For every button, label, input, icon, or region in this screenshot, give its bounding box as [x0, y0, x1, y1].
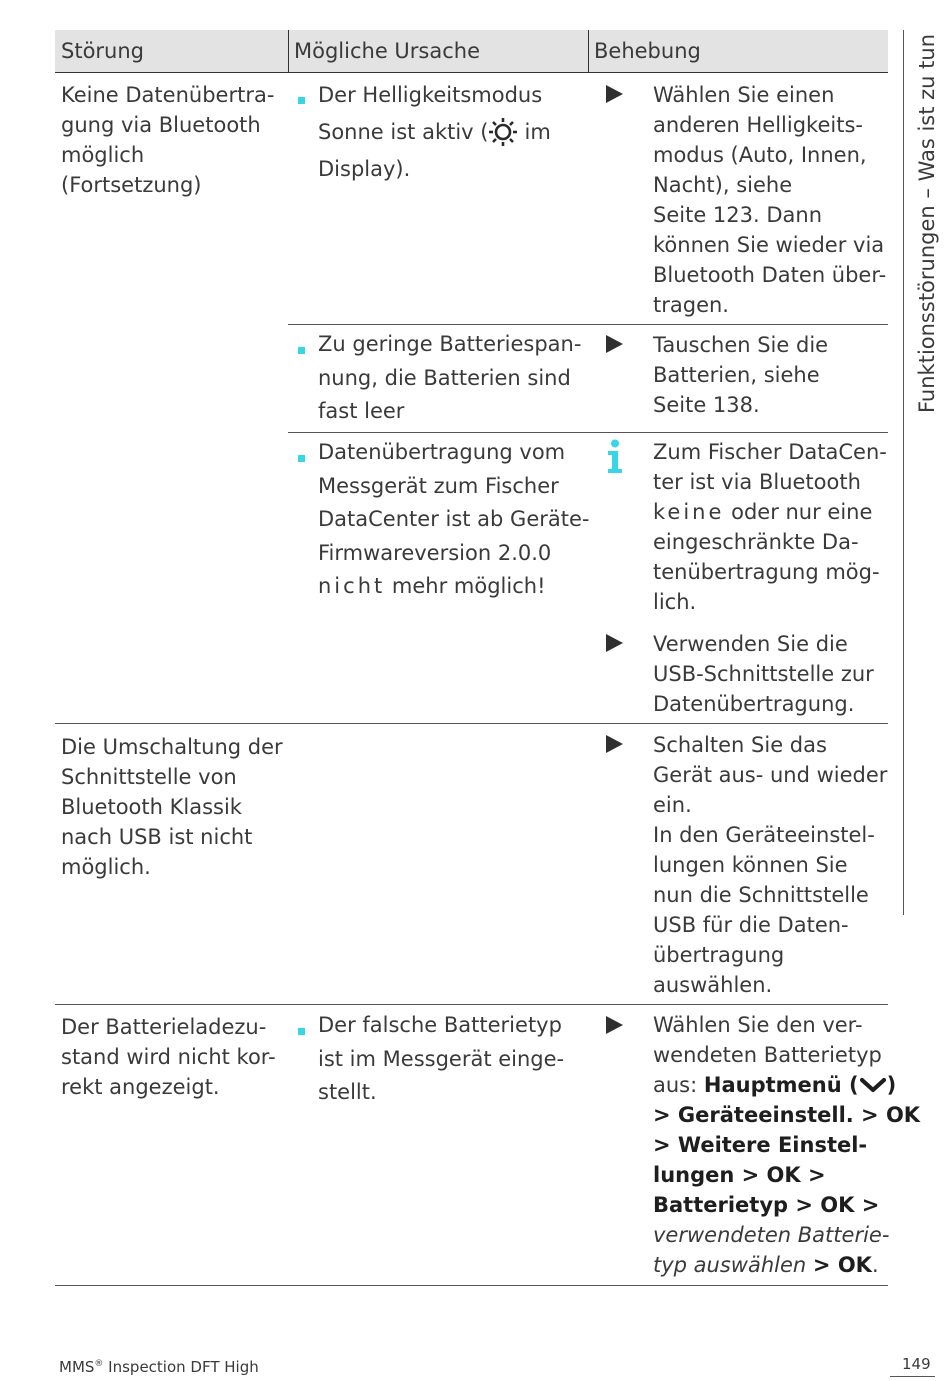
r2-fix: Schalten Sie das Gerät aus- und wieder ein. In den Geräteeinstel- lungen können Sie nun die Schnittstelle USB für die Daten- übertragung auswählen. — [653, 733, 888, 997]
r1-fix-1: Wählen Sie einen anderen Helligkeits- modus (Auto, Innen, Nacht), siehe Seite 123. Dann können Sie wieder via Bluetooth Daten über- tragen. — [653, 83, 887, 317]
r3-stoerung: Der Batterieladezu- stand wird nicht kor- rekt angezeigt. — [61, 1015, 276, 1099]
table-bottom-rule — [55, 1285, 888, 1286]
footer-rule — [890, 1376, 935, 1377]
r1-fix-2: Tauschen Sie die Batterien, siehe Seite 138. — [653, 333, 829, 417]
sub-rule — [288, 324, 888, 325]
arrow-right-icon — [606, 1016, 623, 1034]
r1-cause-2: Zu geringe Batteriespan- nung, die Batterien sind fast leer — [318, 332, 582, 423]
info-icon — [605, 439, 625, 475]
bullet — [298, 1028, 305, 1035]
sun-icon — [488, 117, 518, 147]
r3-fix: Wählen Sie den ver- wendeten Batterietyp aus: Hauptmenü ( ) > Geräteeinstell. > OK > Weitere Einstel- lungen > OK > Batterietyp > OK > verwendeten Batterie- typ auswählen > OK. — [653, 1013, 921, 1277]
r1-cause-1: Der Helligkeitsmodus Sonne ist aktiv ( im Display). — [318, 83, 551, 181]
row-rule — [55, 1004, 888, 1005]
side-title: Funktionsstörungen – Was ist zu tun — [915, 33, 939, 413]
bullet — [298, 97, 305, 104]
sub-rule — [288, 432, 888, 433]
header-divider-1 — [288, 30, 289, 72]
arrow-right-icon — [606, 85, 623, 103]
bullet — [298, 455, 305, 462]
r3-cause: Der falsche Batterietyp ist im Messgerät einge- stellt. — [318, 1013, 565, 1104]
side-rule — [903, 30, 904, 915]
r1-info: Zum Fischer DataCen- ter ist via Bluetooth keine oder nur eine eingeschränkte Da- tenübertragung mög- lich. — [653, 440, 887, 614]
header-behebung: Behebung — [594, 39, 701, 63]
r1-cause-3: Datenübertragung vom Messgerät zum Fischer DataCenter ist ab Geräte- Firmwareversion 2.0.0 nicht mehr möglich! — [318, 440, 590, 598]
header-rule — [55, 72, 888, 73]
bullet — [298, 347, 305, 354]
r1-stoerung: Keine Datenübertra- gung via Bluetooth möglich (Fortsetzung) — [61, 83, 275, 197]
footer-product: MMS® Inspection DFT High — [59, 1358, 259, 1376]
arrow-right-icon — [606, 634, 623, 652]
header-stoerung: Störung — [61, 39, 144, 63]
r2-stoerung: Die Umschaltung der Schnittstelle von Bluetooth Klassik nach USB ist nicht möglich. — [61, 735, 283, 879]
footer-page-number: 149 — [902, 1355, 931, 1373]
arrow-right-icon — [606, 735, 623, 753]
arrow-right-icon — [606, 335, 623, 353]
chevron-down-icon — [860, 1076, 886, 1094]
header-divider-2 — [588, 30, 589, 72]
r1-fix-3: Verwenden Sie die USB-Schnittstelle zur Datenübertragung. — [653, 632, 874, 716]
header-ursache: Mögliche Ursache — [294, 39, 481, 63]
row-rule — [55, 723, 888, 724]
